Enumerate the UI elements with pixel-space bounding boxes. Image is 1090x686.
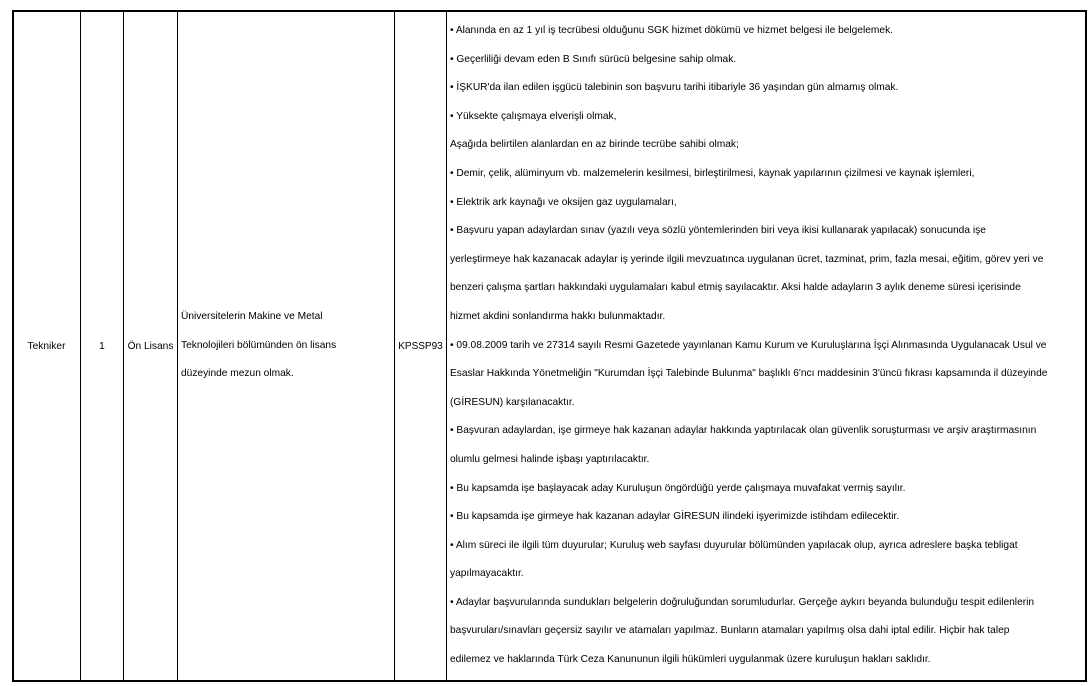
requirement-line: yapılmayacaktır.: [450, 568, 524, 580]
requirement-line: başvuruları/sınavları geçersiz sayılır ve atamaları yapılmaz. Bunların atamaları yapılmış olsa dahi iptal edilir. Hiçbir hak talep: [450, 625, 1010, 637]
requirement-line: benzeri çalışma şartları hakkındaki uygulamaları kabul etmiş sayılacaktır. Aksi halde adayların 3 aylık deneme süresi içerisinde: [450, 282, 1021, 294]
requirement-line: yerleştirmeye hak kazanacak adaylar iş yerinde ilgili mevzuatınca uygulanan ücret, tazminat, prim, fazla mesai, eğitim, görev yeri ve: [450, 253, 1044, 265]
education-level-cell: Ön Lisans: [124, 11, 178, 682]
requirement-line: • Geçerliliği devam eden B Sınıfı sürücü belgesine sahip olmak.: [450, 53, 737, 65]
requirement-line: • Alanında en az 1 yıl iş tecrübesi olduğunu SGK hizmet dökümü ve hizmet belgesi ile belgelemek.: [450, 25, 894, 36]
qualification-line: Üniversitelerin Makine ve Metal: [181, 311, 323, 323]
requirement-line: • Alım süreci ile ilgili tüm duyurular; Kuruluş web sayfası duyurular bölümünden yapılacak olup, ayrıca adreslere başka tebligat: [450, 539, 1018, 551]
qualification-line: düzeyinde mezun olmak.: [181, 368, 294, 380]
requirement-line: • 09.08.2009 tarih ve 27314 sayılı Resmi Gazetede yayınlanan Kamu Kurum ve Kuruluşlarına İşçi Alınmasında Uygulanacak Usul ve: [450, 339, 1047, 351]
qualification-line: Teknolojileri bölümünden ön lisans: [181, 339, 337, 351]
requirement-line: • Bu kapsamda işe girmeye hak kazanan adaylar GİRESUN ilindeki işyerimizde istihdam edilecektir.: [450, 511, 900, 523]
exam-code-cell: KPSSP93: [395, 11, 447, 682]
requirement-line: • Bu kapsamda işe başlayacak aday Kuruluşun öngördüğü yerde çalışmaya muvafakat vermiş sayılır.: [450, 482, 906, 494]
count-cell: 1: [81, 11, 124, 682]
requirement-line: • Demir, çelik, alüminyum vb. malzemelerin kesilmesi, birleştirilmesi, kaynak yapılarının çizilmesi ve kaynak işlemleri,: [450, 167, 975, 179]
requirement-line: • Adaylar başvurularında sundukları belgelerin doğruluğundan sorumludurlar. Gerçeğe aykırı beyanda bulunduğu tespit edilenlerin: [450, 596, 1035, 608]
requirement-line: edilemez ve haklarında Türk Ceza Kanununun ilgili hükümleri uygulanmak üzere kuruluşun hakları saklıdır.: [450, 654, 931, 666]
requirement-line: • İŞKUR'da ilan edilen işgücü talebinin son başvuru tarihi itibariyle 36 yaşından gün almamış olmak.: [450, 82, 899, 94]
table-border: [12, 10, 1087, 682]
position-cell: Tekniker: [13, 11, 81, 682]
requirement-line: hizmet akdini sonlandırma hakkı bulunmaktadır.: [450, 310, 666, 322]
requirement-line: Esaslar Hakkında Yönetmeliğin "Kurumdan İşçi Talebinde Bulunma" başlıklı 6'ncı maddesinin 3'üncü fıkrası kapsamında il düzeyinde: [450, 368, 1048, 380]
requirement-line: • Elektrik ark kaynağı ve oksijen gaz uygulamaları,: [450, 196, 677, 208]
requirement-line: • Yüksekte çalışmaya elverişli olmak,: [450, 110, 617, 122]
requirement-line: (GİRESUN) karşılanacaktır.: [450, 396, 575, 408]
requirement-line: Aşağıda belirtilen alanlardan en az birinde tecrübe sahibi olmak;: [450, 139, 739, 151]
requirement-line: • Başvuran adaylardan, işe girmeye hak kazanan adaylar hakkında yaptırılacak olan güvenlik soruşturması ve arşiv araştırmasının: [450, 425, 1037, 437]
requirement-line: • Başvuru yapan adaylardan sınav (yazılı veya sözlü yöntemlerinden biri veya ikisi kullanarak yapılacak) sonucunda işe: [450, 225, 986, 237]
requirement-line: olumlu gelmesi halinde işbaşı yaptırılacaktır.: [450, 453, 650, 465]
